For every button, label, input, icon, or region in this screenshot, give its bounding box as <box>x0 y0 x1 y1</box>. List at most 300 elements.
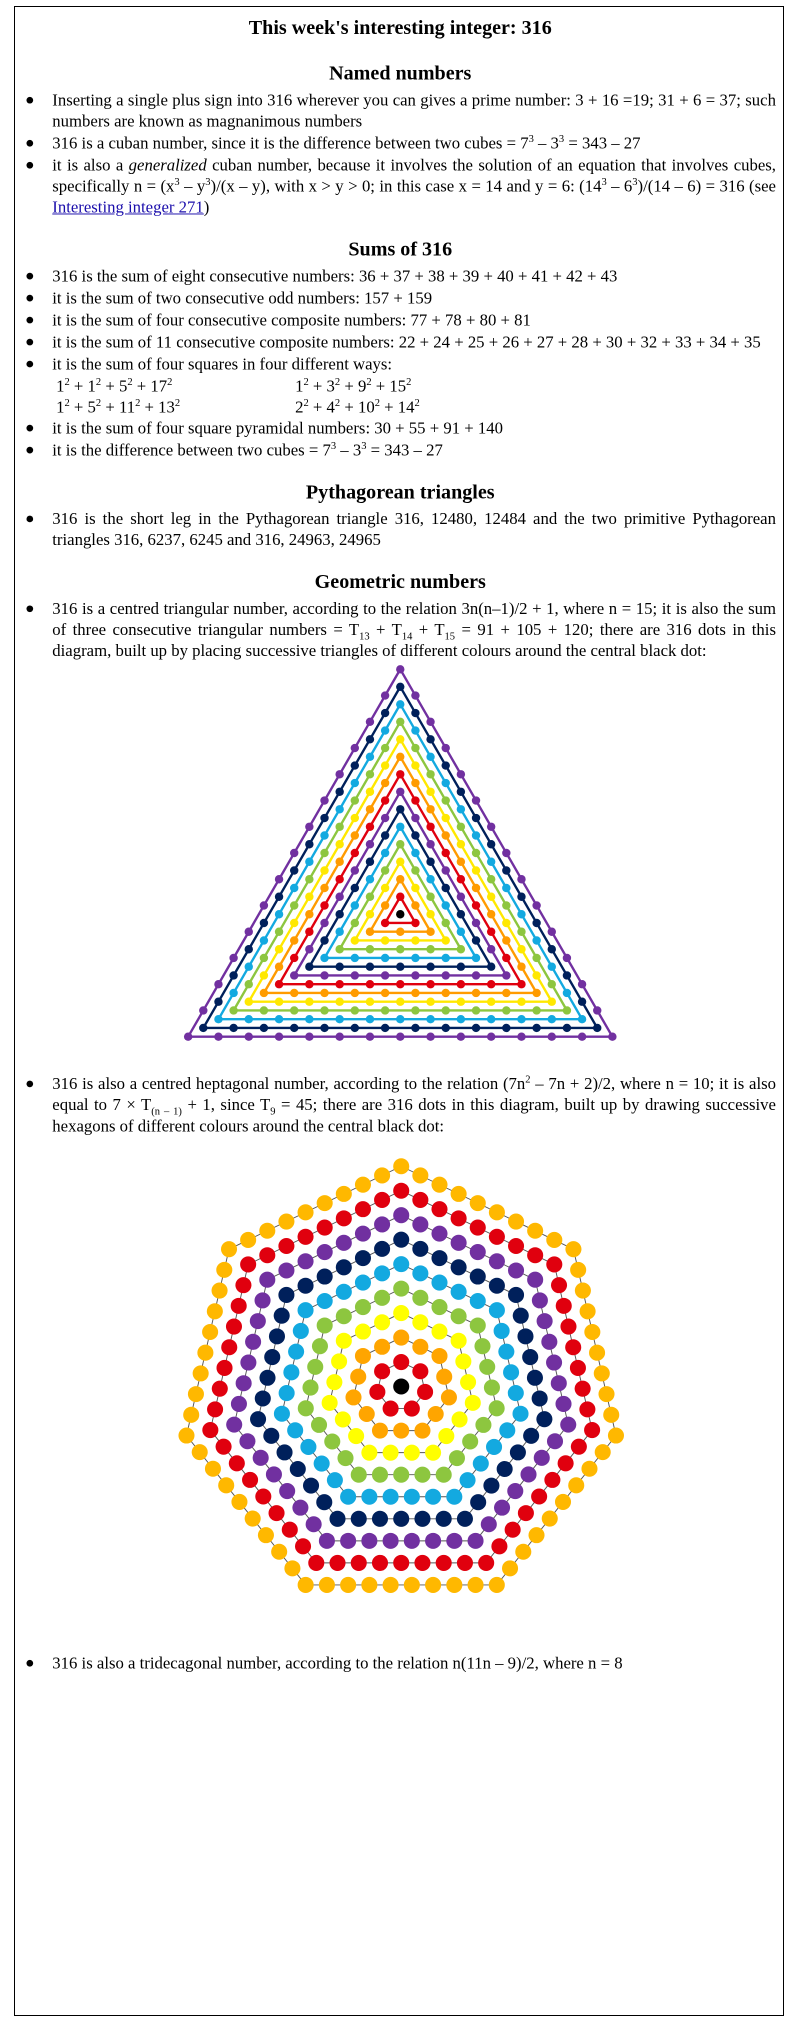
triangle-dot <box>396 788 404 796</box>
heptagon-dot <box>278 1287 294 1303</box>
triangle-dot <box>487 893 495 901</box>
heptagon-dot <box>326 1374 342 1390</box>
bullet-text: 316 is a centred triangular number, according to the relation 3n(n–1)/2 + 1, where n = 15; it is also the sum of three consecutive triangular numbers = T <box>52 598 776 639</box>
triangle-dot <box>457 998 465 1006</box>
subscript: (n – 1) <box>151 1105 182 1118</box>
triangle-dot <box>457 945 465 953</box>
heptagon-dot <box>570 1262 586 1278</box>
heptagon-dot <box>298 1253 314 1269</box>
triangle-dot <box>502 901 510 909</box>
heading-pythagorean: Pythagorean triangles <box>305 480 495 504</box>
heptagon-dot <box>565 1241 581 1257</box>
link-interesting-integer-271[interactable]: Interesting integer 271 <box>52 197 204 217</box>
triangle-dot <box>487 823 495 831</box>
heptagon-dot <box>457 1511 473 1527</box>
triangle-dot <box>335 1033 343 1041</box>
triangle-dot <box>487 928 495 936</box>
triangle-dot <box>396 753 404 761</box>
heptagon-dot <box>192 1444 208 1460</box>
heptagon-dot <box>393 1158 409 1174</box>
heptagon-dot <box>372 1511 388 1527</box>
heptagon-dot <box>494 1323 510 1339</box>
triangle-dot <box>457 963 465 971</box>
triangle-dot <box>426 823 434 831</box>
heading-geometric: Geometric numbers <box>314 570 486 594</box>
heptagon-dot <box>393 1281 409 1297</box>
triangle-dot <box>245 928 253 936</box>
triangle-dot <box>275 875 283 883</box>
triangle-dot <box>366 718 374 726</box>
heptagon-dot <box>570 1360 586 1376</box>
heptagon-dot <box>412 1167 428 1183</box>
heptagon-dot <box>351 1511 367 1527</box>
triangle-dot <box>214 980 222 988</box>
triangle-dot <box>517 1015 525 1023</box>
triangle-dot <box>426 735 434 743</box>
heptagon-dot <box>508 1214 524 1230</box>
heptagon-dot <box>451 1308 467 1324</box>
triangle-dot <box>396 963 404 971</box>
triangle-dot <box>411 919 419 927</box>
bullet-text: it is the sum of four consecutive composite numbers: 77 + 78 + 80 + 81 <box>52 310 531 330</box>
heptagon-dot <box>425 1533 441 1549</box>
triangle-dot <box>532 989 540 997</box>
bullet-text: )/(14 – 6) = 316 (see <box>637 176 776 196</box>
triangle-dot <box>472 796 480 804</box>
heptagon-dot <box>412 1265 428 1281</box>
triangle-dot <box>320 989 328 997</box>
heptagon-dot <box>491 1538 507 1554</box>
heptagon-dot <box>253 1450 269 1466</box>
heptagon-dot <box>478 1555 494 1571</box>
heptagon-dot <box>235 1277 251 1293</box>
heptagon-dot <box>451 1186 467 1202</box>
heptagon-dot <box>503 1364 519 1380</box>
triangle-dot <box>563 971 571 979</box>
list-item <box>25 417 776 438</box>
heptagon-dot <box>306 1516 322 1532</box>
triangle-dot <box>381 709 389 717</box>
heptagon-dot <box>216 1262 232 1278</box>
subscript: 15 <box>444 630 456 643</box>
list-item <box>25 331 776 352</box>
heptagon-dot <box>412 1363 428 1379</box>
heptagon-dot <box>302 1380 318 1396</box>
heptagon-dot <box>532 1390 548 1406</box>
heptagon-dot <box>468 1577 484 1593</box>
triangle-dot <box>275 1015 283 1023</box>
triangle-dot <box>366 928 374 936</box>
triangle-dot <box>411 866 419 874</box>
triangle-dot <box>351 971 359 979</box>
triangle-dot <box>396 683 404 691</box>
heptagon-dot <box>515 1544 531 1560</box>
heptagon-dot <box>259 1272 275 1288</box>
triangle-dot <box>472 866 480 874</box>
triangle-dot <box>487 998 495 1006</box>
triangle-dot <box>351 919 359 927</box>
triangle-dot <box>426 980 434 988</box>
triangle-dot <box>472 936 480 944</box>
heptagon-dot <box>414 1511 430 1527</box>
triangle-dot <box>290 936 298 944</box>
heptagon-dot <box>355 1201 371 1217</box>
triangle-dot <box>442 884 450 892</box>
triangle-dot <box>396 770 404 778</box>
heptagon-dot <box>307 1359 323 1375</box>
triangle-dot <box>411 849 419 857</box>
sums-list <box>25 265 776 374</box>
heptagon-dot <box>212 1381 228 1397</box>
triangle-dot <box>335 840 343 848</box>
triangle-dot <box>260 1024 268 1032</box>
heptagon-dot <box>226 1417 242 1433</box>
triangle-dot <box>426 840 434 848</box>
triangle-dot <box>426 805 434 813</box>
triangle-dot <box>381 1024 389 1032</box>
triangle-dot <box>305 840 313 848</box>
heptagon-dot <box>431 1323 447 1339</box>
list-item <box>25 132 776 153</box>
triangle-dot <box>381 919 389 927</box>
triangle-dot <box>426 1033 434 1041</box>
heptagon-dot <box>319 1533 335 1549</box>
triangle-dot <box>366 823 374 831</box>
superscript: 3 <box>558 133 565 145</box>
triangle-dot <box>366 805 374 813</box>
triangle-dot <box>396 893 404 901</box>
triangle-dot <box>305 893 313 901</box>
heptagon-dot <box>414 1467 430 1483</box>
triangle-dot <box>275 910 283 918</box>
heptagon-dot <box>431 1177 447 1193</box>
heptagon-dot <box>393 1305 409 1321</box>
triangle-dot <box>305 858 313 866</box>
triangle-dot <box>351 1006 359 1014</box>
heptagon-dot <box>317 1195 333 1211</box>
triangle-dot <box>366 788 374 796</box>
heptagon-dot <box>374 1314 390 1330</box>
heptagon-dot <box>451 1235 467 1251</box>
triangle-dot <box>578 1033 586 1041</box>
triangle-dot <box>502 884 510 892</box>
heptagon-dot <box>532 1292 548 1308</box>
triangle-dot <box>457 980 465 988</box>
triangle-dot <box>487 875 495 883</box>
triangle-dot <box>260 936 268 944</box>
heptagon-dot <box>462 1433 478 1449</box>
heptagon-dot <box>393 1183 409 1199</box>
triangle-dot <box>426 893 434 901</box>
heptagon-dot <box>412 1339 428 1355</box>
triangle-dot <box>381 971 389 979</box>
triangle-dot <box>381 954 389 962</box>
triangle-dot <box>487 858 495 866</box>
heptagon-dot <box>451 1284 467 1300</box>
heptagon-dot <box>316 1494 332 1510</box>
heptagon-dot <box>436 1369 452 1385</box>
triangle-dot <box>426 928 434 936</box>
superscript: 3 <box>205 176 211 188</box>
triangle-dot <box>548 963 556 971</box>
triangle-dot <box>487 980 495 988</box>
heptagon-dot <box>508 1262 524 1278</box>
triangle-dot <box>320 954 328 962</box>
heptagon-dot <box>468 1533 484 1549</box>
heptagon-dot <box>361 1533 377 1549</box>
triangle-dot <box>517 980 525 988</box>
heptagon-dot <box>250 1313 266 1329</box>
heptagon-dot <box>412 1192 428 1208</box>
triangle-dot <box>442 1006 450 1014</box>
triangle-dot <box>396 665 404 673</box>
heptagon-dot <box>355 1250 371 1266</box>
triangle-dot <box>442 866 450 874</box>
heptagon-dot <box>282 1522 298 1538</box>
heptagon-dot <box>489 1302 505 1318</box>
triangle-dot <box>351 814 359 822</box>
triangle-dot <box>245 1033 253 1041</box>
triangle-dot <box>517 963 525 971</box>
heptagon-dot <box>351 1467 367 1483</box>
heptagon-dot <box>383 1445 399 1461</box>
heptagon-dot <box>565 1339 581 1355</box>
triangle-dot <box>335 910 343 918</box>
triangle-dot <box>532 901 540 909</box>
heptagon-dot <box>425 1489 441 1505</box>
heptagon-dot <box>522 1349 538 1365</box>
heptagon-dot <box>278 1214 294 1230</box>
heptagon-dot <box>374 1290 390 1306</box>
triangle-dot <box>411 796 419 804</box>
triangle-dot <box>411 691 419 699</box>
triangle-dot <box>502 954 510 962</box>
triangle-dot <box>335 998 343 1006</box>
bullet-text: – 3 <box>533 133 559 153</box>
heptagon-dot <box>345 1389 361 1405</box>
triangle-dot <box>548 945 556 953</box>
heptagon-dot <box>361 1489 377 1505</box>
heptagon-dot <box>527 1370 543 1386</box>
superscript: 3 <box>174 176 180 188</box>
triangle-dot <box>442 936 450 944</box>
heptagon-dot <box>348 1428 364 1444</box>
heptagon-dot <box>412 1241 428 1257</box>
triangle-dot <box>320 796 328 804</box>
heptagon-dot <box>414 1555 430 1571</box>
heptagon-dot <box>231 1396 247 1412</box>
triangle-dot <box>305 963 313 971</box>
heptagon-dot <box>473 1456 489 1472</box>
heptagon-dot <box>512 1406 528 1422</box>
heptagon-dot <box>555 1494 571 1510</box>
triangle-dot <box>335 858 343 866</box>
triangle-dot <box>457 805 465 813</box>
triangle-dot <box>275 998 283 1006</box>
heptagon-dot <box>446 1533 462 1549</box>
heptagon-dot <box>311 1417 327 1433</box>
heptagon-dot <box>369 1384 385 1400</box>
triangle-dot <box>199 1024 207 1032</box>
triangle-dot <box>320 971 328 979</box>
triangle-dot <box>351 936 359 944</box>
triangle-dot <box>457 858 465 866</box>
heptagon-dot <box>479 1359 495 1375</box>
triangle-dot <box>411 814 419 822</box>
triangle-dot <box>260 971 268 979</box>
triangle-dot <box>442 901 450 909</box>
heptagon-dot <box>263 1428 279 1444</box>
heptagon-dot <box>417 1384 433 1400</box>
heptagon-dot <box>298 1204 314 1220</box>
heptagon-dot <box>502 1560 518 1576</box>
heptagon-dot <box>336 1308 352 1324</box>
triangle-dot <box>396 1033 404 1041</box>
triangle-dot <box>245 1015 253 1023</box>
triangle-dot <box>366 910 374 918</box>
triangle-dot <box>517 1033 525 1041</box>
heptagon-dot <box>374 1339 390 1355</box>
triangle-dot <box>320 901 328 909</box>
triangle-dot <box>578 998 586 1006</box>
heptagon-dot <box>240 1232 256 1248</box>
triangle-dot <box>396 928 404 936</box>
heptagon-dot <box>361 1445 377 1461</box>
heptagon-dot <box>317 1244 333 1260</box>
emphasis: generalized <box>128 155 207 175</box>
triangle-dot <box>442 796 450 804</box>
triangle-dot <box>457 875 465 883</box>
triangle-dot <box>442 971 450 979</box>
triangle-dot <box>532 954 540 962</box>
triangle-dot <box>366 893 374 901</box>
heading-sums: Sums of 316 <box>348 237 453 261</box>
heptagon-dot <box>404 1577 420 1593</box>
heptagon-dot <box>240 1256 256 1272</box>
heptagon-dot <box>372 1467 388 1483</box>
heptagon-dot <box>536 1411 552 1427</box>
heptagon-dot <box>258 1527 274 1543</box>
bullet-text: + T <box>369 619 402 639</box>
triangle-dot <box>275 945 283 953</box>
bullet-text: – 7n + 2)/2, where n = 10; it is also equal to 7 × T <box>52 1073 776 1115</box>
heptagon-dot <box>255 1488 271 1504</box>
heptagon-dot <box>431 1201 447 1217</box>
triangle-dot <box>290 954 298 962</box>
heptagon-dot <box>361 1577 377 1593</box>
triangle-dot <box>305 910 313 918</box>
triangle-dot <box>442 814 450 822</box>
heptagon-dot <box>374 1363 390 1379</box>
triangle-dot <box>411 1006 419 1014</box>
heptagon-dot <box>372 1423 388 1439</box>
heptagon-dot <box>431 1299 447 1315</box>
heptagon-dot <box>336 1186 352 1202</box>
triangle-dot <box>517 928 525 936</box>
triangle-dot <box>426 1015 434 1023</box>
triangle-dot <box>426 770 434 778</box>
triangle-dot <box>563 989 571 997</box>
list-item <box>25 439 776 460</box>
heptagon-dot <box>293 1323 309 1339</box>
centred-heptagonal-diagram <box>176 1146 625 1624</box>
triangle-dot <box>260 954 268 962</box>
page-content <box>15 7 784 1674</box>
heptagon-dot <box>537 1313 553 1329</box>
triangle-dot <box>305 945 313 953</box>
triangle-dot <box>335 1015 343 1023</box>
triangle-dot <box>275 963 283 971</box>
triangle-dot <box>275 980 283 988</box>
triangle-dot <box>335 805 343 813</box>
bullet-text: it is the difference between two cubes = 7 <box>52 440 331 460</box>
heptagon-dot <box>507 1483 523 1499</box>
triangle-dot <box>548 998 556 1006</box>
heptagon-dot <box>436 1555 452 1571</box>
heptagon-dot <box>178 1427 194 1443</box>
bullet-text: 316 is also a centred heptagonal number, according to the relation (7n <box>52 1073 526 1094</box>
triangle-dot <box>548 1033 556 1041</box>
heptagon-dot <box>486 1439 502 1455</box>
heptagon-dot <box>317 1268 333 1284</box>
heptagon-dot <box>207 1303 223 1319</box>
triangle-dot <box>411 779 419 787</box>
triangle-dot <box>381 1006 389 1014</box>
heptagon-dot <box>404 1445 420 1461</box>
heptagon-dot <box>298 1400 314 1416</box>
triangle-dot <box>366 945 374 953</box>
heptagon-dot <box>393 1207 409 1223</box>
heptagon-dot <box>216 1360 232 1376</box>
triangle-dot <box>275 928 283 936</box>
triangle-dot <box>517 910 525 918</box>
bullet-text: – 3 <box>336 440 362 460</box>
triangle-dot <box>366 735 374 743</box>
heptagon-dot <box>508 1287 524 1303</box>
heptagon-dot <box>431 1250 447 1266</box>
heptagon-dot <box>451 1333 467 1349</box>
heptagon-dot <box>255 1292 271 1308</box>
triangle-dot <box>381 901 389 909</box>
heptagon-dot <box>412 1290 428 1306</box>
heptagon-dot <box>317 1293 333 1309</box>
heptagon-dot <box>470 1244 486 1260</box>
triangle-dot <box>593 1024 601 1032</box>
heptagon-dot <box>404 1489 420 1505</box>
triangle-dot <box>320 831 328 839</box>
triangle-dot <box>457 770 465 778</box>
heptagon-dot <box>404 1533 420 1549</box>
triangle-dot <box>260 919 268 927</box>
triangle-dot <box>366 998 374 1006</box>
triangle-dot <box>487 910 495 918</box>
triangle-dot <box>442 954 450 962</box>
heptagon-dot <box>226 1319 242 1335</box>
triangle-dot <box>457 1015 465 1023</box>
triangle-dot <box>532 1006 540 1014</box>
heptagon-dot <box>231 1494 247 1510</box>
triangle-dot <box>396 840 404 848</box>
triangle-dot <box>426 753 434 761</box>
triangle-dot <box>381 866 389 874</box>
triangle-dot <box>411 954 419 962</box>
triangle-dot <box>532 936 540 944</box>
triangle-dot <box>351 901 359 909</box>
triangle-dot <box>335 945 343 953</box>
bullet-text: it is also a <box>52 155 129 175</box>
triangle-dot <box>426 910 434 918</box>
heptagon-dot <box>393 1256 409 1272</box>
